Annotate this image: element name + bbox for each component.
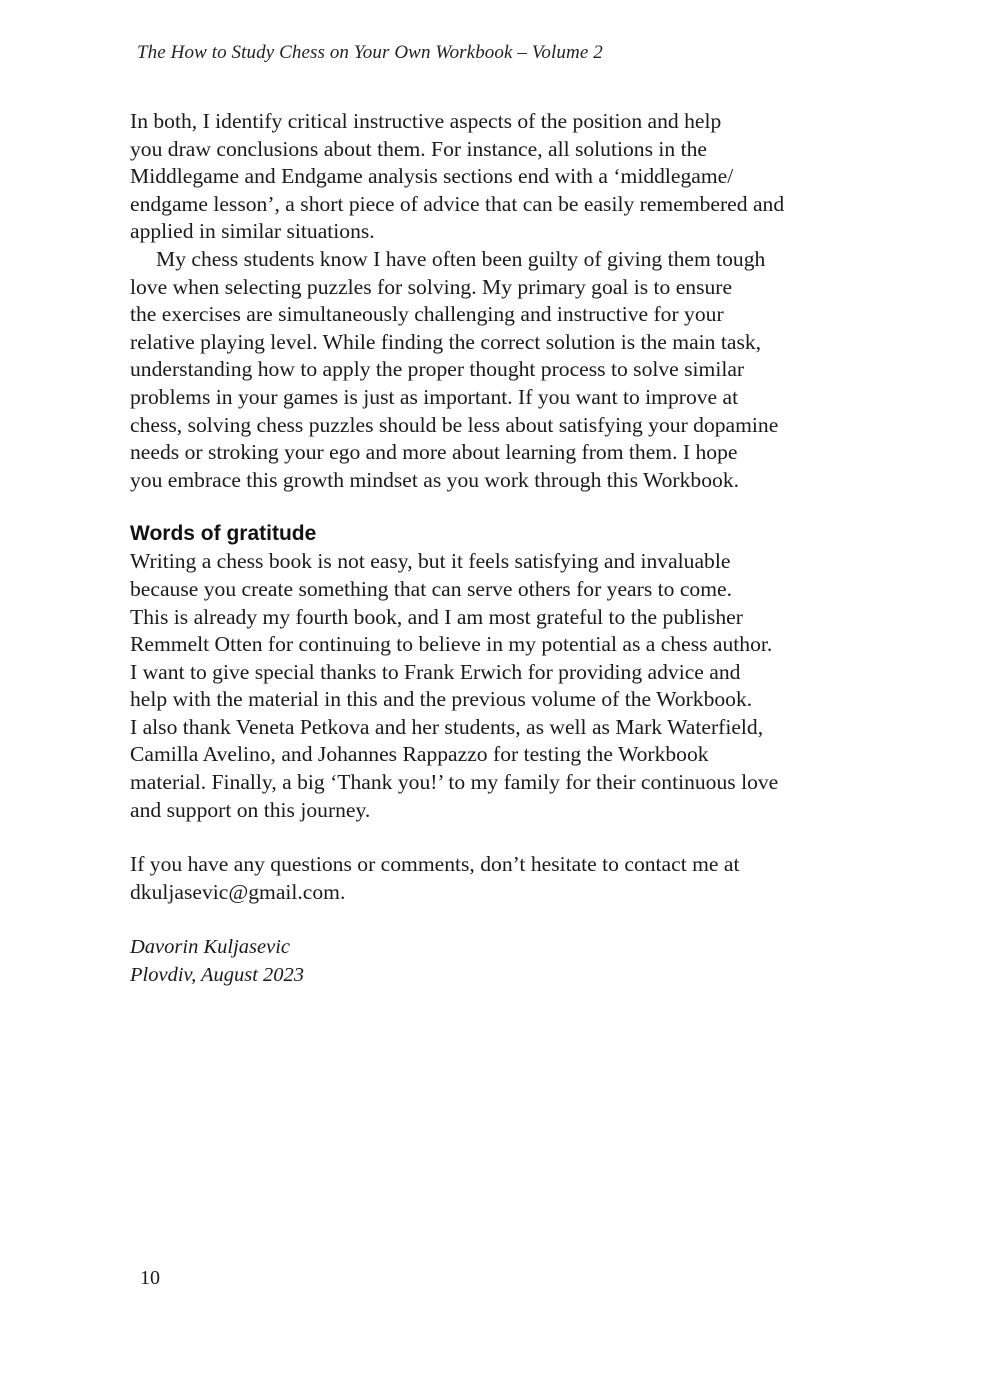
text-line: Writing a chess book is not easy, but it feels satisfying and invaluable (130, 549, 731, 574)
paragraph-gap (130, 906, 872, 933)
text-line: endgame lesson’, a short piece of advice that can be easily remembered and (130, 191, 785, 216)
text-line: Middlegame and Endgame analysis sections end with a ‘middlegame/ (130, 164, 734, 189)
text-line: because you create something that can serve others for years to come. (130, 576, 732, 601)
text-line: I also thank Veneta Petkova and her students, as well as Mark Waterfield, (130, 714, 764, 739)
text-line: applied in similar situations. (130, 219, 375, 244)
page-number: 10 (140, 1267, 160, 1289)
gratitude-paragraph (130, 548, 872, 824)
text-line: needs or stroking your ego and more about learning from them. I hope (130, 440, 738, 465)
text-line: chess, solving chess puzzles should be less about satisfying your dopamine (130, 412, 779, 437)
text-line: help with the material in this and the previous volume of the Workbook. (130, 687, 753, 712)
signature-block (130, 933, 872, 989)
text-line: In both, I identify critical instructive aspects of the position and help (130, 109, 722, 133)
text-line: and support on this journey. (130, 797, 371, 822)
text-line: relative playing level. While finding the correct solution is the main task, (130, 329, 762, 354)
section-heading: Words of gratitude (130, 522, 317, 546)
intro-paragraph-1 (130, 108, 872, 246)
contact-email: dkuljasevic@gmail.com. (130, 879, 346, 904)
text-line: material. Finally, a big ‘Thank you!’ to my family for their continuous love (130, 770, 779, 795)
author-name: Davorin Kuljasevic (130, 936, 290, 959)
page-body (130, 108, 872, 989)
intro-paragraph-2 (130, 246, 872, 494)
text-line: problems in your games is just as important. If you want to improve at (130, 384, 739, 409)
text-line: you embrace this growth mindset as you work through this Workbook. (130, 467, 740, 492)
text-line: understanding how to apply the proper thought process to solve similar (130, 357, 745, 382)
contact-paragraph (130, 851, 872, 906)
place-date: Plovdiv, August 2023 (130, 964, 305, 987)
text-line: Camilla Avelino, and Johannes Rappazzo for testing the Workbook (130, 742, 709, 767)
paragraph-gap (130, 824, 872, 851)
text-line: Remmelt Otten for continuing to believe in my potential as a chess author. (130, 632, 773, 657)
text-line: you draw conclusions about them. For instance, all solutions in the (130, 136, 707, 161)
text-line: I want to give special thanks to Frank Erwich for providing advice and (130, 659, 741, 684)
text-line: If you have any questions or comments, don’t hesitate to contact me at (130, 852, 740, 877)
text-line: the exercises are simultaneously challenging and instructive for your (130, 302, 724, 327)
running-header: The How to Study Chess on Your Own Workbook – Volume 2 (137, 42, 603, 63)
text-line: My chess students know I have often been guilty of giving them tough (156, 246, 766, 271)
text-line: This is already my fourth book, and I am most grateful to the publisher (130, 604, 743, 629)
text-line: love when selecting puzzles for solving. My primary goal is to ensure (130, 274, 733, 299)
